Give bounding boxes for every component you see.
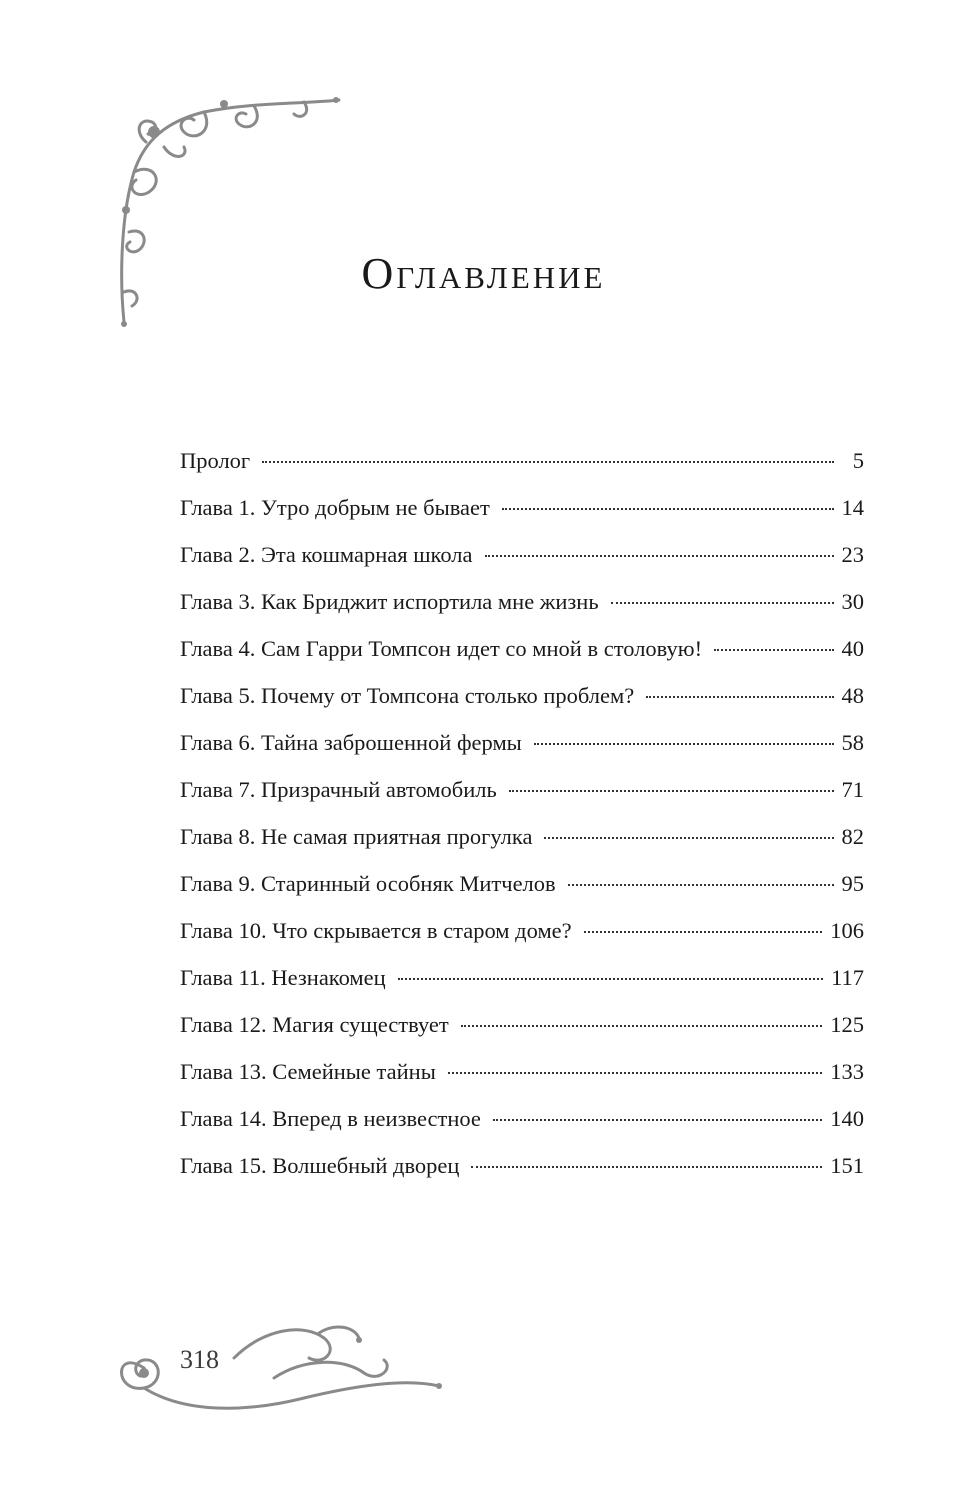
toc-entry — [180, 1106, 864, 1153]
toc-dot-leader — [493, 1119, 822, 1121]
toc-entry-title: Глава 12. Магия существует — [180, 1012, 449, 1037]
toc-dot-leader — [509, 790, 834, 792]
toc-entry-page: 125 — [830, 1012, 864, 1037]
toc-entry-page: 95 — [841, 871, 864, 896]
toc-dot-leader — [714, 649, 833, 651]
toc-entry — [180, 965, 864, 1012]
toc-entry-page: 71 — [841, 777, 864, 802]
toc-entry — [180, 730, 864, 777]
page-number: 318 — [180, 1345, 219, 1374]
toc-entry — [180, 589, 864, 636]
toc-dot-leader — [611, 602, 834, 604]
toc-entry-page: 140 — [830, 1106, 864, 1131]
toc-entry-title: Глава 11. Незнакомец — [180, 965, 386, 990]
toc-entry — [180, 918, 864, 965]
toc-dot-leader — [461, 1025, 823, 1027]
toc-entry — [180, 1153, 864, 1200]
toc-dot-leader — [448, 1072, 822, 1074]
toc-entry-title: Глава 1. Утро добрым не бывает — [180, 495, 490, 520]
toc-dot-leader — [544, 837, 833, 839]
toc-entry-title: Глава 8. Не самая приятная прогулка — [180, 824, 533, 849]
toc-entry-page: 117 — [831, 965, 864, 990]
page-title: Оглавление — [361, 249, 606, 298]
toc-dot-leader — [262, 461, 834, 463]
toc-entry-page: 82 — [841, 824, 864, 849]
toc-dot-leader — [584, 931, 823, 933]
toc-dot-leader — [471, 1166, 822, 1168]
toc-entry-title: Глава 4. Сам Гарри Томпсон идет со мной в столовую! — [180, 636, 703, 661]
toc-entry-title: Глава 14. Вперед в неизвестное — [180, 1106, 481, 1131]
toc-entry-title: Глава 7. Призрачный автомобиль — [180, 777, 497, 802]
toc-entry-title: Глава 9. Старинный особняк Митчелов — [180, 871, 556, 896]
toc-entry — [180, 542, 864, 589]
toc-entry-page: 133 — [830, 1059, 864, 1084]
toc-entry — [180, 636, 864, 683]
toc-entry-title: Глава 6. Тайна заброшенной фермы — [180, 730, 522, 755]
table-of-contents — [180, 448, 864, 1200]
toc-dot-leader — [534, 743, 834, 745]
toc-entry-title: Глава 3. Как Бриджит испортила мне жизнь — [180, 589, 599, 614]
toc-entry-title: Глава 13. Семейные тайны — [180, 1059, 436, 1084]
toc-dot-leader — [502, 508, 834, 510]
toc-dot-leader — [568, 884, 834, 886]
toc-entry-page: 40 — [841, 636, 864, 661]
toc-entry-title: Пролог — [180, 448, 251, 473]
toc-dot-leader — [646, 696, 833, 698]
toc-entry-page: 151 — [830, 1153, 864, 1178]
toc-entry-page: 48 — [841, 683, 864, 708]
toc-entry — [180, 495, 864, 542]
toc-entry — [180, 871, 864, 918]
toc-dot-leader — [485, 555, 834, 557]
toc-entry — [180, 777, 864, 824]
footer-flourish-icon — [104, 1318, 444, 1418]
toc-entry-page: 30 — [841, 589, 864, 614]
toc-entry-page: 58 — [841, 730, 864, 755]
toc-entry-title: Глава 10. Что скрывается в старом доме? — [180, 918, 572, 943]
toc-entry-page: 5 — [852, 448, 864, 473]
toc-dot-leader — [398, 978, 823, 980]
toc-entry — [180, 1012, 864, 1059]
toc-entry-title: Глава 5. Почему от Томпсона столько проблем? — [180, 683, 635, 708]
toc-entry — [180, 824, 864, 871]
toc-entry-page: 14 — [841, 495, 864, 520]
toc-entry-title: Глава 15. Волшебный дворец — [180, 1153, 460, 1178]
toc-entry-page: 23 — [841, 542, 864, 567]
toc-entry — [180, 1059, 864, 1106]
toc-entry — [180, 448, 864, 495]
toc-entry — [180, 683, 864, 730]
toc-entry-page: 106 — [830, 918, 864, 943]
toc-entry-title: Глава 2. Эта кошмарная школа — [180, 542, 473, 567]
